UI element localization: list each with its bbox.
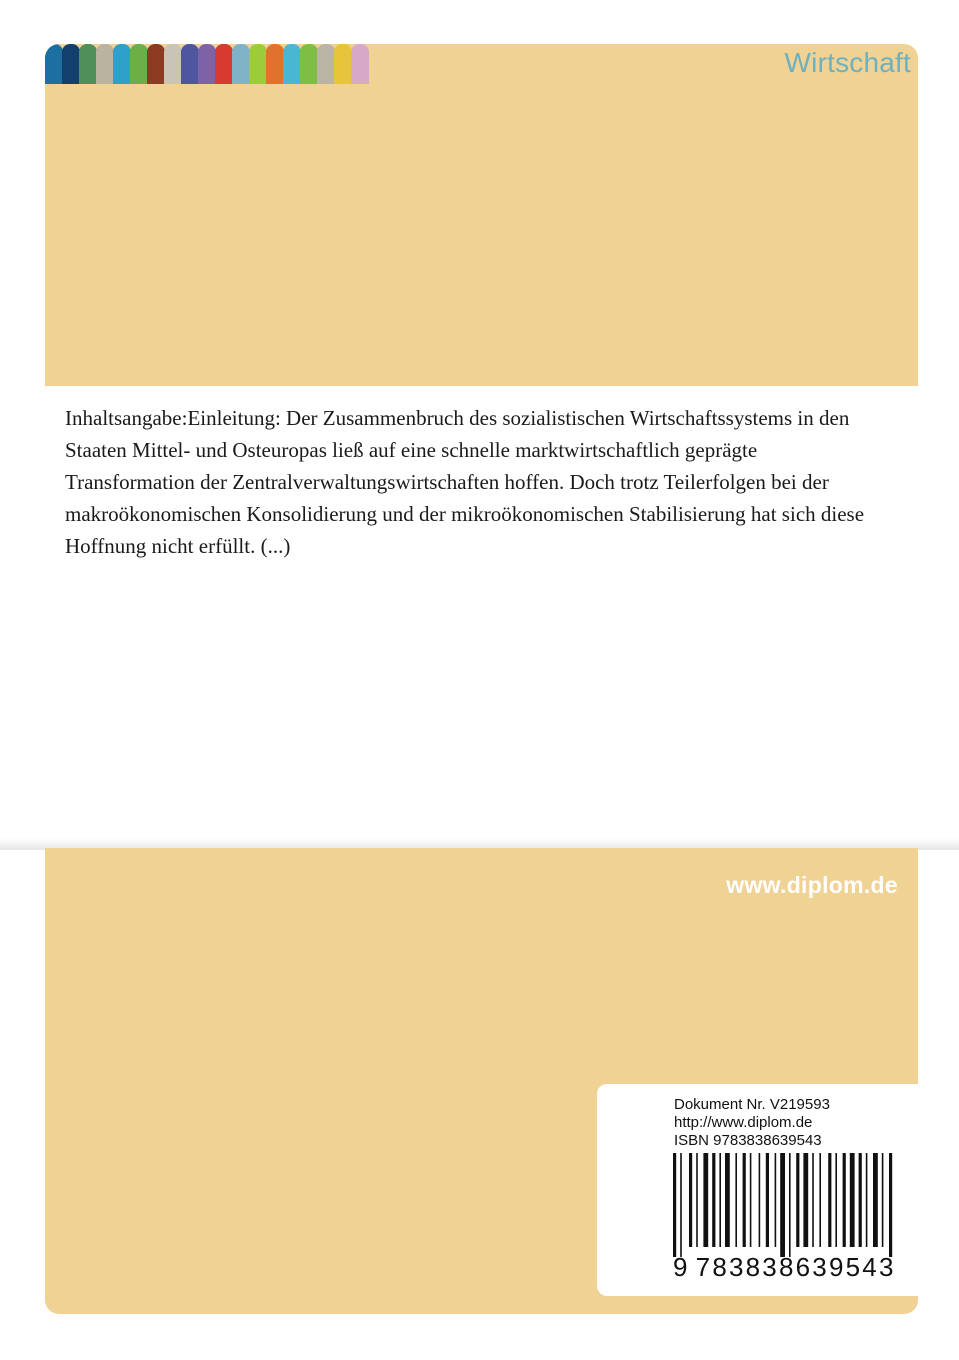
- color-stripe: [232, 44, 250, 84]
- barcode-bar: [789, 1153, 791, 1257]
- barcode-bar: [680, 1153, 682, 1257]
- barcode-bar: [759, 1153, 761, 1247]
- barcode-bar: [775, 1153, 777, 1247]
- color-stripe: [96, 44, 114, 84]
- barcode-bar: [866, 1153, 868, 1247]
- category-label: Wirtschaft: [784, 47, 911, 78]
- isbn-text: ISBN 9783838639543: [674, 1132, 822, 1149]
- barcode-bar: [850, 1153, 855, 1247]
- barcode-digits: [673, 1252, 903, 1283]
- color-stripe: [317, 44, 335, 84]
- color-stripe: [164, 44, 182, 84]
- barcode-bar: [766, 1153, 769, 1247]
- color-stripe: [130, 44, 148, 84]
- barcode-bar: [819, 1153, 821, 1247]
- book-blurb: Inhaltsangabe:Einleitung: Der Zusammenbruch des sozialistischen Wirtschaftssystems in den Staaten Mittel- und Osteuropas ließ auf eine schnelle marktwirtschaftlich geprägte Transformation der Zentralverwaltungswirtschaften hoffen. Doch trotz Teilerfolgen bei der makroökonomischen Konsolidierung und der mikroökonomischen Stabilisierung hat sich diese Hoffnung nicht erfüllt. (...): [65, 406, 865, 558]
- barcode-bar: [873, 1153, 878, 1247]
- color-stripe: [215, 44, 233, 84]
- barcode-bar: [689, 1153, 692, 1247]
- barcode-bar: [889, 1153, 892, 1257]
- barcode-bar: [743, 1153, 746, 1247]
- barcode-digits-left: 783838: [695, 1252, 796, 1282]
- barcode-bar: [696, 1153, 698, 1247]
- isbn-barcode: [669, 1153, 899, 1257]
- color-stripe: [283, 44, 301, 84]
- color-stripe: [79, 44, 97, 84]
- barcode-bar: [725, 1153, 730, 1247]
- color-stripe: [181, 44, 199, 84]
- barcode-bar: [673, 1153, 676, 1257]
- barcode-bar: [859, 1153, 862, 1247]
- barcode-bar: [719, 1153, 721, 1247]
- color-stripe: [147, 44, 165, 84]
- color-stripe: [300, 44, 318, 84]
- cover-top-panel: [45, 44, 918, 386]
- color-stripe: [334, 44, 352, 84]
- barcode-digits-right: 639543: [795, 1252, 896, 1282]
- barcode-bar: [703, 1153, 708, 1247]
- barcode-lead-digit: 9: [673, 1252, 690, 1282]
- publisher-url: http://www.diplom.de: [674, 1114, 813, 1131]
- color-stripe-bar: [45, 44, 368, 84]
- document-number: Dokument Nr. V219593: [674, 1096, 830, 1113]
- barcode-bar: [735, 1153, 737, 1247]
- color-stripe: [198, 44, 216, 84]
- barcode-bar: [750, 1153, 752, 1247]
- color-stripe: [113, 44, 131, 84]
- barcode-bar: [843, 1153, 846, 1247]
- barcode-bar: [796, 1153, 799, 1247]
- color-stripe: [249, 44, 267, 84]
- publisher-website: www.diplom.de: [726, 872, 898, 898]
- barcode-bar: [828, 1153, 831, 1247]
- barcode-bar: [780, 1153, 785, 1257]
- barcode-bar: [712, 1153, 715, 1247]
- barcode-bar: [835, 1153, 837, 1247]
- barcode-bar: [812, 1153, 814, 1247]
- barcode-bar: [882, 1153, 884, 1247]
- color-stripe: [266, 44, 284, 84]
- color-stripe: [351, 44, 369, 84]
- barcode-box: [597, 1084, 918, 1296]
- barcode-bar: [803, 1153, 808, 1247]
- color-stripe: [45, 44, 63, 84]
- color-stripe: [62, 44, 80, 84]
